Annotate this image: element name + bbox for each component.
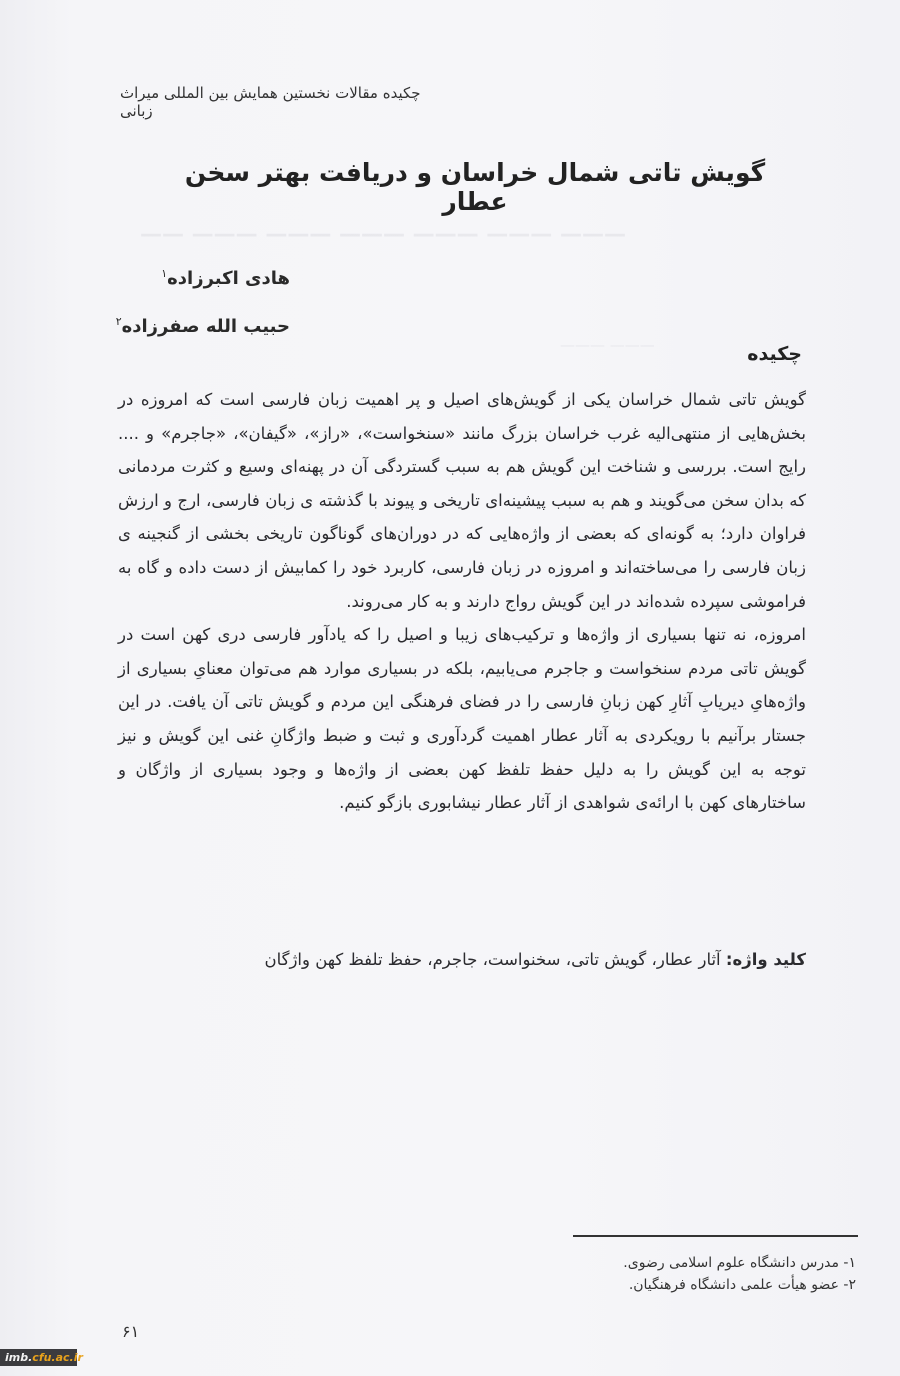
footnote-ref: ۲ bbox=[115, 315, 122, 328]
keywords-label: کلید واژه: bbox=[725, 950, 806, 969]
abstract-paragraph: امروزه، نه تنها بسیاری از واژه‌ها و ترکیب‌های زیبا و اصیل را که یادآور فارسی دری کهن است در گویش تاتی مردم سنخواست و جاجرم می‌یابیم، بلکه در بسیاری موارد هم می‌توان معنایِ بسیاری از واژه‌هایِ دیریابِ آثارِ کهن زبانِ فارسی را در فضای فرهنگی این مردم و گویش تاتی آن یافت. در این جستار برآنیم با رویکردی به آثار عطار اهمیت گردآوری و ثبت و ضبط واژگانِ غنی این گویش و نیز توجه به این گویش را به دلیل حفظ تلفظ کهن بعضی از واژه‌ها و وجود بسیاری از واژگان و ساختارهای کهن با ارائه‌ی شواهدی از آثار عطار نیشابوری بازگو کنیم. bbox=[118, 625, 806, 813]
author-name bbox=[100, 256, 290, 304]
footnotes bbox=[560, 1252, 856, 1296]
show-through-text: —— ——— ——— ——— ——— ——— ——— bbox=[140, 222, 626, 247]
abstract-body bbox=[118, 383, 806, 820]
site-watermark bbox=[0, 1349, 83, 1366]
footnote-ref: ۱ bbox=[161, 267, 168, 280]
footnote-item: ۲- عضو هیأت علمی دانشگاه فرهنگیان. bbox=[628, 1277, 856, 1293]
running-header: چکیده مقالات نخستین همایش بین المللی میراث زبانی bbox=[120, 84, 421, 120]
page-number: ۶۱ bbox=[122, 1322, 140, 1341]
abstract-heading: چکیده bbox=[747, 343, 802, 365]
watermark-text-b: cfu.ac.ir bbox=[32, 1351, 83, 1364]
abstract-paragraph: گویش تاتی شمال خراسان یکی از گویش‌های اصیل و پر اهمیت زبان فارسی است که امروزه در بخش‌هایی از منتهی‌الیه غرب خراسان بزرگ مانند «سنخواست»، «راز»، «گیفان»، «جاجرم» و .... رایج است. بررسی و شناخت این گویش هم به سبب گستردگی آن در پهنه‌ای وسیع و کثرت مردمانی که بدان سخن می‌گویند و هم به سبب پیشینه‌ای تاریخی و پیوند با گذشته ی زبان فارسی، ارج و ارزش فراوان دارد؛ به گونه‌ای که بعضی از واژه‌هایی که در دوران‌های گوناگون تاریخی بخشی از گنجینه ی زبان فارسی را می‌ساخته‌اند و امروزه در زبان فارسی، کاربرد خود را کمابیش از دست داده و گاه به فراموشی سپرده شده‌اند در این گویش رواج دارند و به کار می‌روند. bbox=[118, 390, 806, 611]
keywords-text: آثار عطار، گویش تاتی، سخنواست، جاجرم، حفظ تلفظ کهن واژگان bbox=[264, 950, 721, 969]
article-title: گویش تاتی شمال خراسان و دریافت بهتر سخن عطار bbox=[184, 158, 766, 216]
author-name-text: هادی اکبرزاده bbox=[167, 268, 290, 289]
footnote-item: ۱- مدرس دانشگاه علوم اسلامی رضوی. bbox=[623, 1255, 856, 1271]
show-through-text: ——— ——— bbox=[560, 336, 655, 354]
keywords bbox=[264, 950, 806, 969]
author-list bbox=[100, 256, 290, 352]
author-name-text: حبیب الله صفرزاده bbox=[121, 316, 290, 337]
author-name bbox=[100, 304, 290, 352]
footnote-divider bbox=[573, 1235, 858, 1237]
watermark-text-a: imb. bbox=[5, 1351, 33, 1364]
